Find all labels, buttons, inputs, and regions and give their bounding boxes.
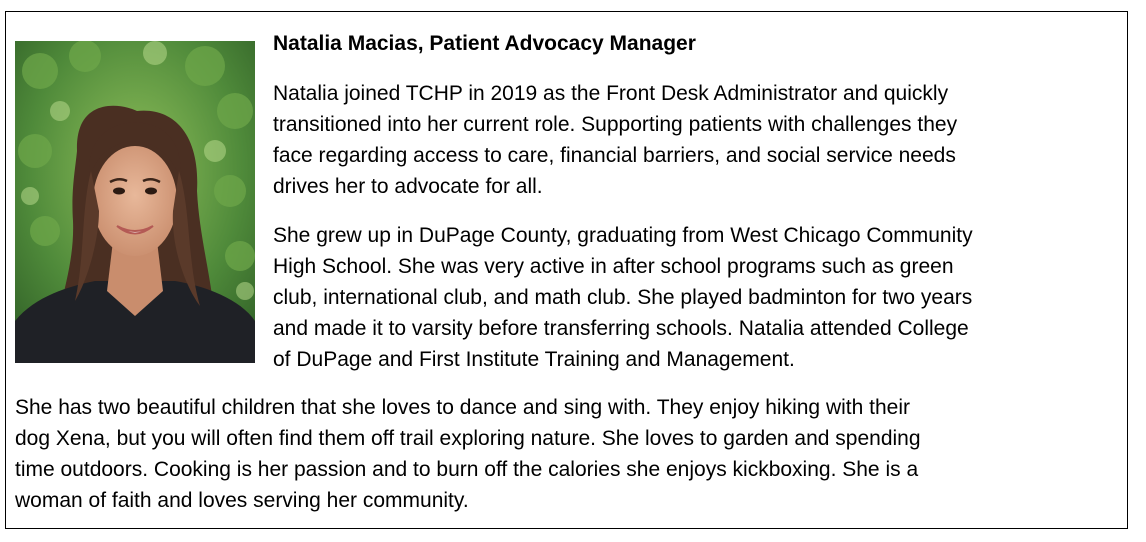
- bio-paragraph-line: She grew up in DuPage County, graduating from West Chicago Community: [273, 224, 973, 247]
- bio-paragraph-line: Natalia joined TCHP in 2019 as the Front Desk Administrator and quickly: [273, 82, 949, 105]
- bio-paragraph-line: and made it to varsity before transferring schools. Natalia attended College: [273, 317, 969, 340]
- bio-paragraph-line: transitioned into her current role. Supporting patients with challenges they: [273, 113, 958, 136]
- bio-paragraph-1: [273, 78, 957, 202]
- profile-photo: [15, 41, 255, 363]
- bio-paragraph-line: woman of faith and loves serving her community.: [15, 489, 469, 512]
- profile-title: Natalia Macias, Patient Advocacy Manager: [273, 32, 696, 55]
- bio-paragraph-line: face regarding access to care, financial barriers, and social service needs: [273, 144, 956, 167]
- bio-paragraph-3: [15, 392, 921, 516]
- bio-paragraph-line: time outdoors. Cooking is her passion and to burn off the calories she enjoys kickboxing. She is a: [15, 458, 919, 481]
- bio-paragraph-2: [273, 220, 973, 375]
- bio-paragraph-line: High School. She was very active in after school programs such as green: [273, 255, 954, 278]
- bio-paragraph-line: of DuPage and First Institute Training and Management.: [273, 348, 795, 371]
- bio-paragraph-line: drives her to advocate for all.: [273, 175, 543, 198]
- bio-paragraph-line: dog Xena, but you will often find them off trail exploring nature. She loves to garden and spending: [15, 427, 921, 450]
- bio-paragraph-line: club, international club, and math club. She played badminton for two years: [273, 286, 973, 309]
- bio-paragraph-line: She has two beautiful children that she loves to dance and sing with. They enjoy hiking with their: [15, 396, 910, 419]
